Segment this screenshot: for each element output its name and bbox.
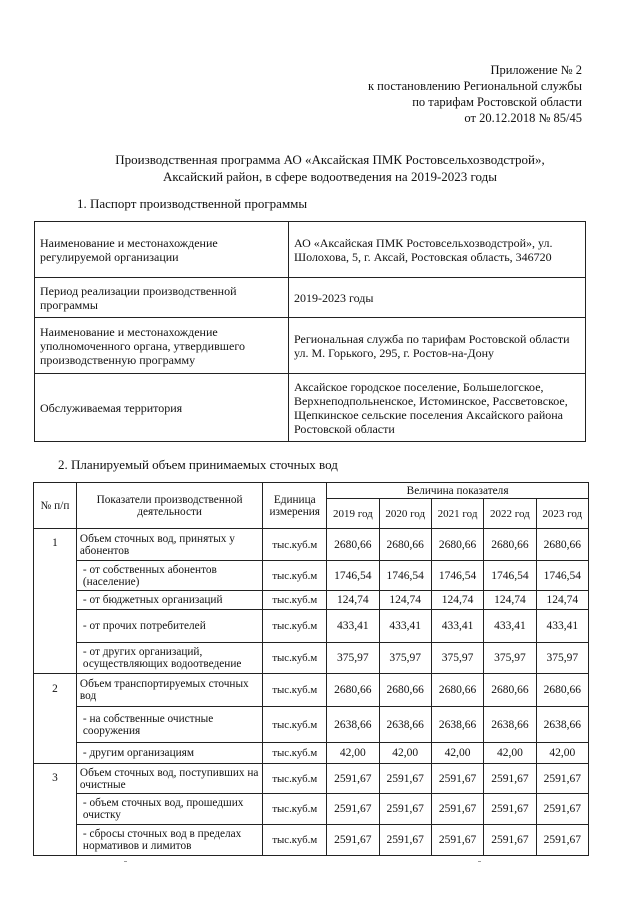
table-row: [34, 643, 589, 674]
row-value: 433,41: [484, 610, 536, 643]
row-unit: тыс.куб.м: [263, 707, 327, 743]
row-value: 2680,66: [379, 529, 431, 561]
appendix-line-3: по тарифам Ростовской области: [412, 95, 582, 109]
passport-row: [35, 222, 586, 278]
passport-row: [35, 374, 586, 442]
volume-header-row: [34, 483, 589, 499]
row-value: 2591,67: [536, 764, 588, 794]
row-name: Объем транспортируемых сточных вод: [76, 674, 262, 707]
scan-artifact: [478, 861, 481, 862]
table-row: [34, 743, 589, 764]
table-row: [34, 794, 589, 825]
row-value: 433,41: [327, 610, 379, 643]
scan-artifact: [124, 861, 127, 862]
row-value: 2680,66: [431, 674, 483, 707]
row-name: - от прочих потребителей: [76, 610, 262, 643]
row-unit: тыс.куб.м: [263, 794, 327, 825]
row-value: 2591,67: [431, 825, 483, 856]
row-value: 2638,66: [431, 707, 483, 743]
row-value: 2591,67: [327, 794, 379, 825]
row-value: 2591,67: [536, 794, 588, 825]
row-unit: тыс.куб.м: [263, 643, 327, 674]
row-unit: тыс.куб.м: [263, 825, 327, 856]
row-value: 1746,54: [379, 561, 431, 591]
passport-value: Региональная служба по тарифам Ростовской области ул. М. Горького, 295, г. Ростов-на-Дону: [289, 318, 586, 374]
row-num: 2: [34, 674, 77, 764]
row-value: 2680,66: [431, 529, 483, 561]
appendix-block: [368, 62, 582, 126]
document-title: [60, 151, 600, 185]
row-name: - от бюджетных организаций: [76, 591, 262, 610]
title-line-1: Производственная программа АО «Аксайская ПМК Ростовсельхозводстрой»,: [115, 152, 545, 167]
row-unit: тыс.куб.м: [263, 561, 327, 591]
header-year: 2019 год: [327, 499, 379, 529]
table-row: [34, 764, 589, 794]
header-unit: Единица измерения: [263, 483, 327, 529]
row-value: 1746,54: [431, 561, 483, 591]
table-row: [34, 529, 589, 561]
passport-label: Наименование и местонахождение регулируемой организации: [35, 222, 289, 278]
volume-table: [33, 482, 589, 856]
row-value: 433,41: [536, 610, 588, 643]
row-value: 2680,66: [327, 674, 379, 707]
passport-value: 2019-2023 годы: [289, 278, 586, 318]
table-row: [34, 591, 589, 610]
table-row: [34, 610, 589, 643]
row-value: 2591,67: [484, 825, 536, 856]
row-value: 2638,66: [379, 707, 431, 743]
row-value: 2680,66: [379, 674, 431, 707]
appendix-line-2: к постановлению Региональной службы: [367, 79, 582, 93]
header-year: 2020 год: [379, 499, 431, 529]
row-value: 1746,54: [536, 561, 588, 591]
row-value: 2591,67: [431, 764, 483, 794]
header-year: 2021 год: [431, 499, 483, 529]
table-row: [34, 561, 589, 591]
row-value: 124,74: [327, 591, 379, 610]
appendix-line-1: Приложение № 2: [490, 63, 582, 77]
row-value: 2591,67: [484, 794, 536, 825]
row-value: 2680,66: [484, 674, 536, 707]
row-value: 42,00: [484, 743, 536, 764]
row-value: 42,00: [536, 743, 588, 764]
passport-label: Обслуживаемая территория: [35, 374, 289, 442]
header-num: № п/п: [34, 483, 77, 529]
row-name: Объем сточных вод, принятых у абонентов: [76, 529, 262, 561]
row-value: 2638,66: [484, 707, 536, 743]
passport-label: Период реализации производственной программы: [35, 278, 289, 318]
row-value: 124,74: [379, 591, 431, 610]
row-num: 1: [34, 529, 77, 674]
row-name: Объем сточных вод, поступивших на очистные: [76, 764, 262, 794]
section-2-heading: 2. Планируемый объем принимаемых сточных вод: [58, 457, 338, 472]
row-value: 2680,66: [536, 529, 588, 561]
row-value: 42,00: [327, 743, 379, 764]
header-year: 2023 год: [536, 499, 588, 529]
row-unit: тыс.куб.м: [263, 610, 327, 643]
row-value: 433,41: [379, 610, 431, 643]
row-name: - от других организаций, осуществляющих водоотведение: [76, 643, 262, 674]
row-value: 2591,67: [484, 764, 536, 794]
row-value: 124,74: [536, 591, 588, 610]
header-value-group: Величина показателя: [327, 483, 589, 499]
row-value: 2591,67: [379, 764, 431, 794]
table-row: [34, 825, 589, 856]
row-unit: тыс.куб.м: [263, 674, 327, 707]
row-value: 375,97: [431, 643, 483, 674]
passport-value: Аксайское городское поселение, Большелогское, Верхнеподпольненское, Истоминское, Рассветовское, Щепкинское сельские поселения Аксайского района Ростовской области: [289, 374, 586, 442]
row-value: 375,97: [327, 643, 379, 674]
row-value: 42,00: [379, 743, 431, 764]
row-value: 124,74: [431, 591, 483, 610]
passport-label: Наименование и местонахождение уполномоченного органа, утвердившего производственную программу: [35, 318, 289, 374]
passport-table: [34, 221, 586, 442]
row-name: - другим организациям: [76, 743, 262, 764]
row-value: 2591,67: [379, 825, 431, 856]
table-row: [34, 707, 589, 743]
row-value: 2638,66: [327, 707, 379, 743]
row-value: 124,74: [484, 591, 536, 610]
row-value: 2591,67: [379, 794, 431, 825]
row-value: 2591,67: [536, 825, 588, 856]
passport-row: [35, 278, 586, 318]
appendix-line-4: от 20.12.2018 № 85/45: [464, 111, 582, 125]
row-unit: тыс.куб.м: [263, 764, 327, 794]
row-name: - объем сточных вод, прошедших очистку: [76, 794, 262, 825]
row-value: 2638,66: [536, 707, 588, 743]
row-value: 433,41: [431, 610, 483, 643]
row-value: 1746,54: [327, 561, 379, 591]
passport-row: [35, 318, 586, 374]
row-value: 375,97: [379, 643, 431, 674]
row-value: 2680,66: [484, 529, 536, 561]
row-value: 1746,54: [484, 561, 536, 591]
row-num: 3: [34, 764, 77, 856]
row-value: 2591,67: [327, 825, 379, 856]
row-unit: тыс.куб.м: [263, 529, 327, 561]
row-unit: тыс.куб.м: [263, 743, 327, 764]
row-value: 2680,66: [536, 674, 588, 707]
passport-value: АО «Аксайская ПМК Ростовсельхозводстрой», ул. Шолохова, 5, г. Аксай, Ростовская область, 346720: [289, 222, 586, 278]
row-value: 375,97: [536, 643, 588, 674]
row-name: - от собственных абонентов (население): [76, 561, 262, 591]
row-value: 2591,67: [327, 764, 379, 794]
row-name: - сбросы сточных вод в пределах нормативов и лимитов: [76, 825, 262, 856]
row-name: - на собственные очистные сооружения: [76, 707, 262, 743]
row-value: 2591,67: [431, 794, 483, 825]
row-value: 375,97: [484, 643, 536, 674]
header-indicator: Показатели производственной деятельности: [76, 483, 262, 529]
row-value: 2680,66: [327, 529, 379, 561]
row-value: 42,00: [431, 743, 483, 764]
table-row: [34, 674, 589, 707]
title-line-2: Аксайский район, в сфере водоотведения на 2019-2023 годы: [162, 169, 498, 184]
header-year: 2022 год: [484, 499, 536, 529]
row-unit: тыс.куб.м: [263, 591, 327, 610]
section-1-heading: 1. Паспорт производственной программы: [77, 196, 308, 211]
